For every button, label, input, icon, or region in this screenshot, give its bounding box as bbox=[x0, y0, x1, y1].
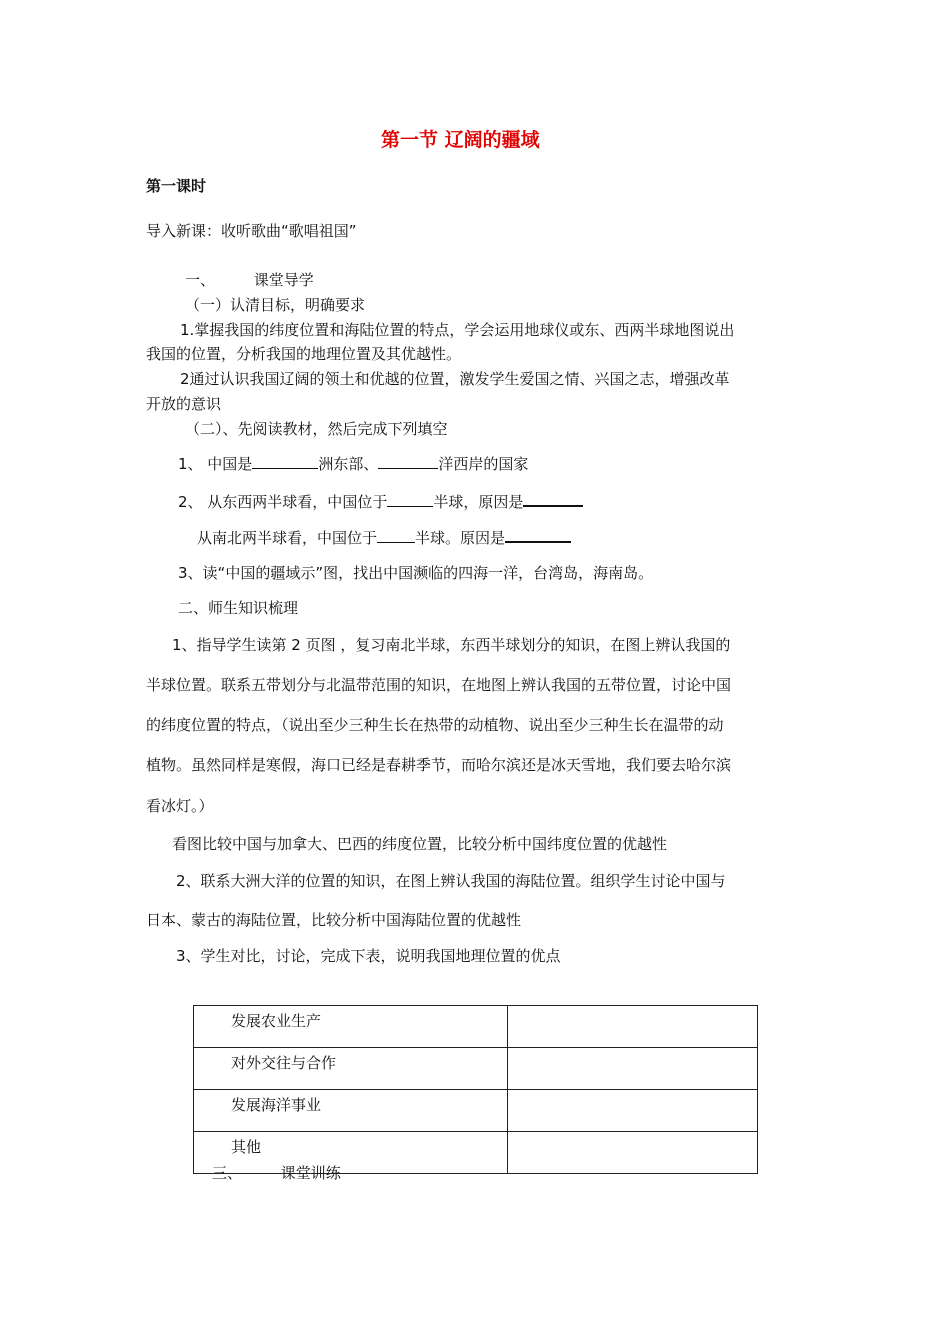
section-3-heading bbox=[212, 1163, 341, 1183]
goal-1-line-2: 我国的位置，分析我国的地理位置及其优越性。 bbox=[146, 345, 462, 363]
table-answer-cell[interactable] bbox=[508, 1090, 758, 1132]
intro-text: 导入新课：收听歌曲“歌唱祖国” bbox=[146, 222, 357, 240]
goal-1-line-1: 1.掌握我国的纬度位置和海陆位置的特点，学会运用地球仪或东、西两半球地图说出 bbox=[180, 321, 735, 339]
q1-blank-ocean[interactable] bbox=[378, 454, 438, 469]
fill-question-3: 3、读“中国的疆域示”图，找出中国濒临的四海一洋，台湾岛，海南岛。 bbox=[178, 564, 654, 582]
knowledge-3-line-1: 2、联系大洲大洋的位置的知识，在图上辨认我国的海陆位置。组织学生讨论中国与 bbox=[176, 872, 726, 890]
knowledge-3-line-2: 日本、蒙古的海陆位置，比较分析中国海陆位置的优越性 bbox=[146, 911, 522, 929]
section-1-label: 课堂导学 bbox=[253, 271, 314, 289]
fill-question-2b bbox=[197, 527, 571, 548]
q2b-blank-reason[interactable] bbox=[505, 527, 571, 543]
table-row-label: 发展农业生产 bbox=[194, 1006, 508, 1048]
lesson-heading: 第一课时 bbox=[146, 177, 207, 195]
knowledge-4: 3、学生对比，讨论，完成下表，说明我国地理位置的优点 bbox=[176, 947, 561, 965]
knowledge-1-line-1: 1、指导学生读第 2 页图 ，复习南北半球，东西半球划分的知识，在图上辨认我国的 bbox=[172, 636, 731, 654]
knowledge-1-line-3: 的纬度位置的特点，（说出至少三种生长在热带的动植物、说出至少三种生长在温带的动 bbox=[146, 716, 724, 734]
q2b-text-a: 从南北两半球看，中国位于 bbox=[197, 529, 378, 547]
table-answer-cell[interactable] bbox=[508, 1006, 758, 1048]
advantages-table bbox=[193, 1005, 758, 1174]
fill-question-2 bbox=[178, 491, 583, 512]
fill-question-1 bbox=[178, 454, 528, 474]
section-1-number: 一、 bbox=[185, 271, 216, 289]
table-answer-cell[interactable] bbox=[508, 1048, 758, 1090]
knowledge-2: 看图比较中国与加拿大、巴西的纬度位置，比较分析中国纬度位置的优越性 bbox=[172, 835, 668, 853]
q1-text-b: 洲东部、 bbox=[318, 455, 379, 473]
table-row bbox=[194, 1006, 758, 1048]
table-row-label: 发展海洋事业 bbox=[194, 1090, 508, 1132]
objectives-heading: （一）认清目标，明确要求 bbox=[185, 296, 366, 314]
q2b-blank-hemisphere[interactable] bbox=[377, 528, 415, 543]
page-title: 第一节 辽阔的疆域 bbox=[381, 129, 540, 151]
table-answer-cell[interactable] bbox=[508, 1132, 758, 1174]
section-2-heading: 二、师生知识梳理 bbox=[178, 599, 299, 617]
goal-2-line-1: 2通过认识我国辽阔的领土和优越的位置，激发学生爱国之情、兴国之志，增强改革 bbox=[180, 370, 730, 388]
table-row-label: 其他 bbox=[194, 1132, 508, 1174]
section-3-label: 课堂训练 bbox=[280, 1164, 341, 1182]
knowledge-1-line-4: 植物。虽然同样是寒假，海口已经是春耕季节，而哈尔滨还是冰天雪地，我们要去哈尔滨 bbox=[146, 756, 732, 774]
section-3-number: 三、 bbox=[212, 1164, 243, 1182]
q2-text-b: 半球，原因是 bbox=[433, 493, 524, 511]
q1-text-c: 洋西岸的国家 bbox=[438, 455, 529, 473]
reading-task-heading: （二）、先阅读教材，然后完成下列填空 bbox=[185, 420, 448, 438]
knowledge-1-line-5: 看冰灯。） bbox=[146, 797, 214, 815]
knowledge-1-line-2: 半球位置。联系五带划分与北温带范围的知识，在地图上辨认我国的五带位置，讨论中国 bbox=[146, 676, 732, 694]
table-row-label: 对外交往与合作 bbox=[194, 1048, 508, 1090]
q2-blank-hemisphere[interactable] bbox=[387, 492, 433, 507]
goal-2-line-2: 开放的意识 bbox=[146, 395, 222, 413]
section-1-heading bbox=[185, 270, 314, 290]
q2b-text-b: 半球。原因是 bbox=[415, 529, 506, 547]
q1-blank-continent[interactable] bbox=[252, 454, 318, 469]
q1-text-a: 1、 中国是 bbox=[178, 455, 253, 473]
q2-blank-reason[interactable] bbox=[523, 491, 583, 507]
table-row bbox=[194, 1048, 758, 1090]
table-row bbox=[194, 1090, 758, 1132]
q2-text-a: 2、 从东西两半球看，中国位于 bbox=[178, 493, 388, 511]
